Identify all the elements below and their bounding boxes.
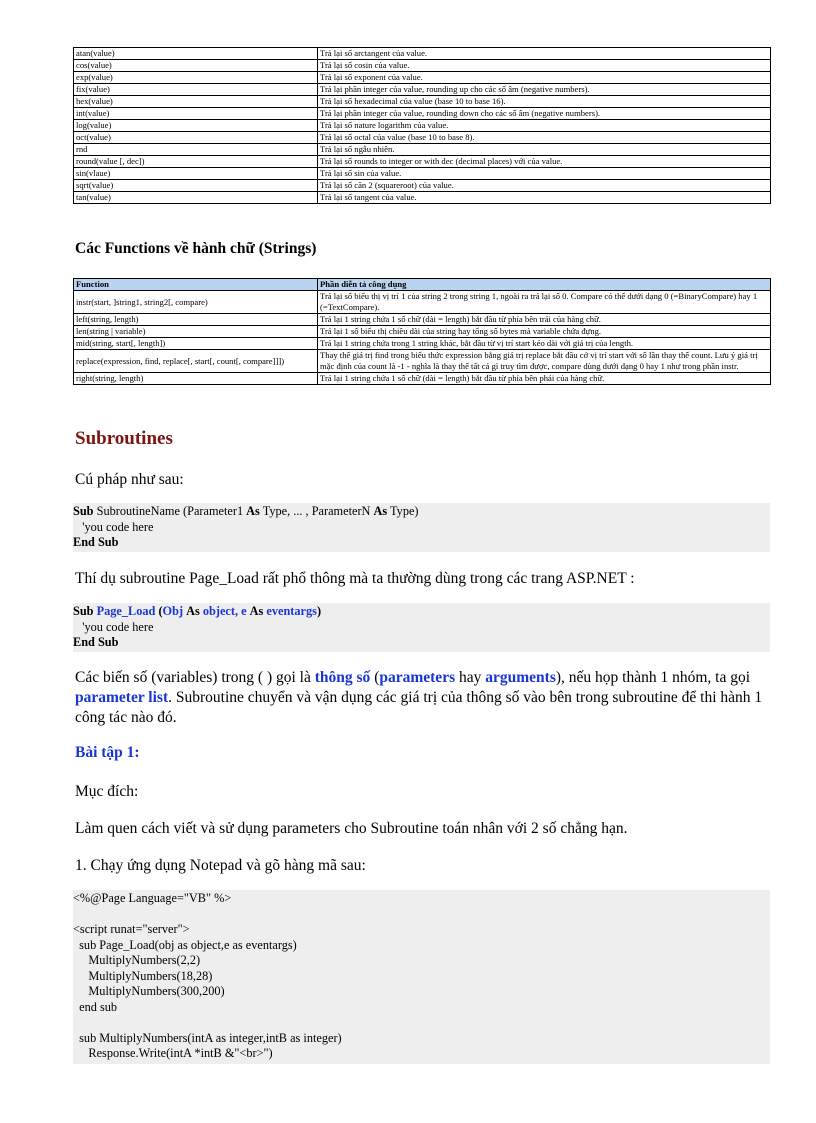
function-cell: round(value [, dec]) (74, 156, 318, 168)
code-comment: 'you code here (73, 619, 154, 634)
text: ), nếu họp thành 1 nhóm, ta gọi (555, 669, 751, 686)
purpose-label: Mục đích: (75, 783, 139, 800)
description-cell: Trả lại số ngẫu nhiên. (318, 144, 771, 156)
code-identifier: Page_Load (96, 604, 156, 618)
keyword-as: As (246, 504, 260, 518)
code-line: sub Page_Load(obj as object,e as eventargs) (73, 937, 297, 952)
table-row (74, 192, 771, 204)
strings-table-body (74, 291, 771, 385)
code-line: Response.Write(intA *intB &"<br>") (73, 1046, 273, 1060)
keyword-sub: Sub (73, 604, 94, 618)
description-cell: Trả lại số biểu thị vị trí 1 của string 2 trong string 1, ngoài ra trả lại số 0. Compare có thể dưới dạng 0 (=BinaryCompare) hay 1 (=TextCompare). (318, 291, 771, 314)
description-cell: Trả lại số tangent của value. (318, 192, 771, 204)
function-cell: log(value) (74, 120, 318, 132)
table-row (74, 96, 771, 108)
code-line: MultiplyNumbers(18,28) (73, 968, 213, 983)
code-line (73, 1015, 770, 1031)
notepad-code-block (73, 890, 770, 1064)
code-line (73, 907, 770, 923)
table-row (74, 326, 771, 338)
description-cell: Trả lại 1 string chứa trong 1 string khác, bắt đầu từ vị trí start kéo dài với giá trị của length. (318, 338, 771, 350)
code-line: sub MultiplyNumbers(intA as integer,intB as integer) (73, 1030, 342, 1045)
code-line: <script runat="server"> (73, 922, 190, 936)
table-row (74, 350, 771, 373)
description-cell: Trả lại số hexadecimal của value (base 10 to base 16). (318, 96, 771, 108)
function-cell: hex(value) (74, 96, 318, 108)
code-text: ( (155, 604, 163, 618)
function-cell: sqrt(value) (74, 180, 318, 192)
description-cell: Thay thế giá trị find trong biểu thức expression bằng giá trị replace bắt đầu cở vị trí start với số lần thay thế count. Lưu ý giá trị mặc định của count là -1 - nghĩa là thay thế tất cả gì truy tìm được, compare dùng dưới dạng 0 hay 1 như trong phần instr. (318, 350, 771, 373)
exercise-heading: Bài tập 1: (75, 744, 140, 761)
description-cell: Trả lại số octal của value (base 10 to base 8). (318, 132, 771, 144)
code-line (73, 604, 770, 620)
example-intro: Thí dụ subroutine Page_Load rất phổ thông mà ta thường dùng trong các trang ASP.NET : (75, 570, 635, 587)
syntax-code-block (73, 503, 770, 552)
table-row (74, 291, 771, 314)
table-row (74, 84, 771, 96)
table-row (74, 108, 771, 120)
table-row (74, 156, 771, 168)
keyword-as: As (373, 504, 388, 518)
description-cell: Trả lại số rounds to integer or with dec (decimal places) với của value. (318, 156, 771, 168)
description-cell: Trả lại số căn 2 (squareroot) của value. (318, 180, 771, 192)
table-row (74, 48, 771, 60)
table-row (74, 144, 771, 156)
description-cell: Trả lại 1 số biểu thị chiều dài của string hay tổng số bytes mà variable chứa đựng. (318, 326, 771, 338)
keyword-as: As (249, 604, 264, 618)
description-cell: Trả lại số arctangent của value. (318, 48, 771, 60)
code-line: end sub (73, 999, 118, 1014)
text: Các biến số (variables) trong ( ) gọi là (75, 669, 315, 686)
code-identifier: Obj (162, 604, 184, 618)
table-row (74, 373, 771, 385)
math-functions-table (73, 47, 771, 204)
header-function: Function (74, 279, 318, 291)
function-cell: replace(expression, find, replace[, start[, count[, compare]]]) (74, 350, 318, 373)
code-end-sub: End Sub (73, 635, 119, 649)
function-cell: oct(value) (74, 132, 318, 144)
code-line: MultiplyNumbers(300,200) (73, 984, 225, 998)
keyword-as: As (186, 604, 200, 618)
subroutines-heading: Subroutines (75, 428, 173, 449)
parameters-paragraph (75, 668, 770, 728)
function-cell: exp(value) (74, 72, 318, 84)
code-line (73, 504, 770, 520)
string-functions-table (73, 278, 771, 385)
text: ( (370, 669, 380, 686)
function-cell: cos(value) (74, 60, 318, 72)
table-row (74, 338, 771, 350)
table-row (74, 314, 771, 326)
strings-heading: Các Functions về hành chữ (Strings) (75, 240, 317, 257)
code-text: Type, ... , ParameterN (259, 504, 374, 518)
text: hay (455, 669, 486, 686)
step-1: 1. Chạy ứng dụng Notepad và gõ hàng mã sau: (75, 857, 366, 874)
syntax-intro: Cú pháp như sau: (75, 471, 184, 488)
code-identifier: eventargs (266, 604, 317, 618)
description-cell: Trả lại số nature logarithm của value. (318, 120, 771, 132)
function-cell: len(string | variable) (74, 326, 318, 338)
function-cell: tan(value) (74, 192, 318, 204)
header-description: Phần diễn tả công dụng (318, 279, 771, 291)
table-row (74, 120, 771, 132)
function-cell: atan(value) (74, 48, 318, 60)
description-cell: Trả lại số sin của value. (318, 168, 771, 180)
code-line: MultiplyNumbers(2,2) (73, 953, 201, 967)
table-row (74, 72, 771, 84)
term-parameters: parameters (379, 669, 456, 686)
term-arguments: arguments (485, 669, 556, 686)
text: . Subroutine chuyển và vận dụng các giá trị của thông số vào bên trong subroutine để thi hành 1 công tác nào đó. (75, 689, 763, 726)
description-cell: Trả lại số exponent của value. (318, 72, 771, 84)
table-header-row (74, 279, 771, 291)
table-row (74, 168, 771, 180)
page-load-code-block (73, 603, 770, 652)
code-text: Type) (387, 504, 419, 518)
function-cell: instr(start, ]string1, string2[, compare) (74, 291, 318, 314)
keyword-sub: Sub (73, 504, 94, 518)
table-row (74, 132, 771, 144)
function-cell: sin(vlaue) (74, 168, 318, 180)
code-comment: 'you code here (73, 519, 154, 534)
table-row (74, 180, 771, 192)
function-cell: left(string, length) (74, 314, 318, 326)
term-parameter-list: parameter list (75, 689, 169, 706)
math-table-body (74, 48, 771, 204)
description-cell: Trả lại 1 string chứa 1 số chữ (dài = length) bắt đầu từ phía bên trái của hàng chữ. (318, 314, 771, 326)
code-end-sub: End Sub (73, 535, 119, 549)
function-cell: int(value) (74, 108, 318, 120)
description-cell: Trả lại 1 string chứa 1 số chữ (dài = length) bắt đầu từ phía bên phải của hàng chữ. (318, 373, 771, 385)
code-line: <%@Page Language="VB" %> (73, 891, 232, 905)
function-cell: right(string, length) (74, 373, 318, 385)
description-cell: Trả lại phần integer của value, rounding up cho các số âm (negative numbers). (318, 84, 771, 96)
function-cell: fix(value) (74, 84, 318, 96)
description-cell: Trả lại số cosin của value. (318, 60, 771, 72)
table-row (74, 60, 771, 72)
function-cell: mid(string, start[, length]) (74, 338, 318, 350)
code-text: ) (316, 604, 322, 618)
code-identifier: object, e (202, 604, 247, 618)
function-cell: rnd (74, 144, 318, 156)
term-thong-so: thông số (314, 669, 371, 686)
code-text: SubroutineName (Parameter1 (93, 504, 247, 518)
description-cell: Trả lại phần integer của value, rounding down cho các số âm (negative numbers). (318, 108, 771, 120)
purpose-text: Làm quen cách viết và sử dụng parameters cho Subroutine toán nhân với 2 số chẳng hạn. (75, 820, 628, 837)
